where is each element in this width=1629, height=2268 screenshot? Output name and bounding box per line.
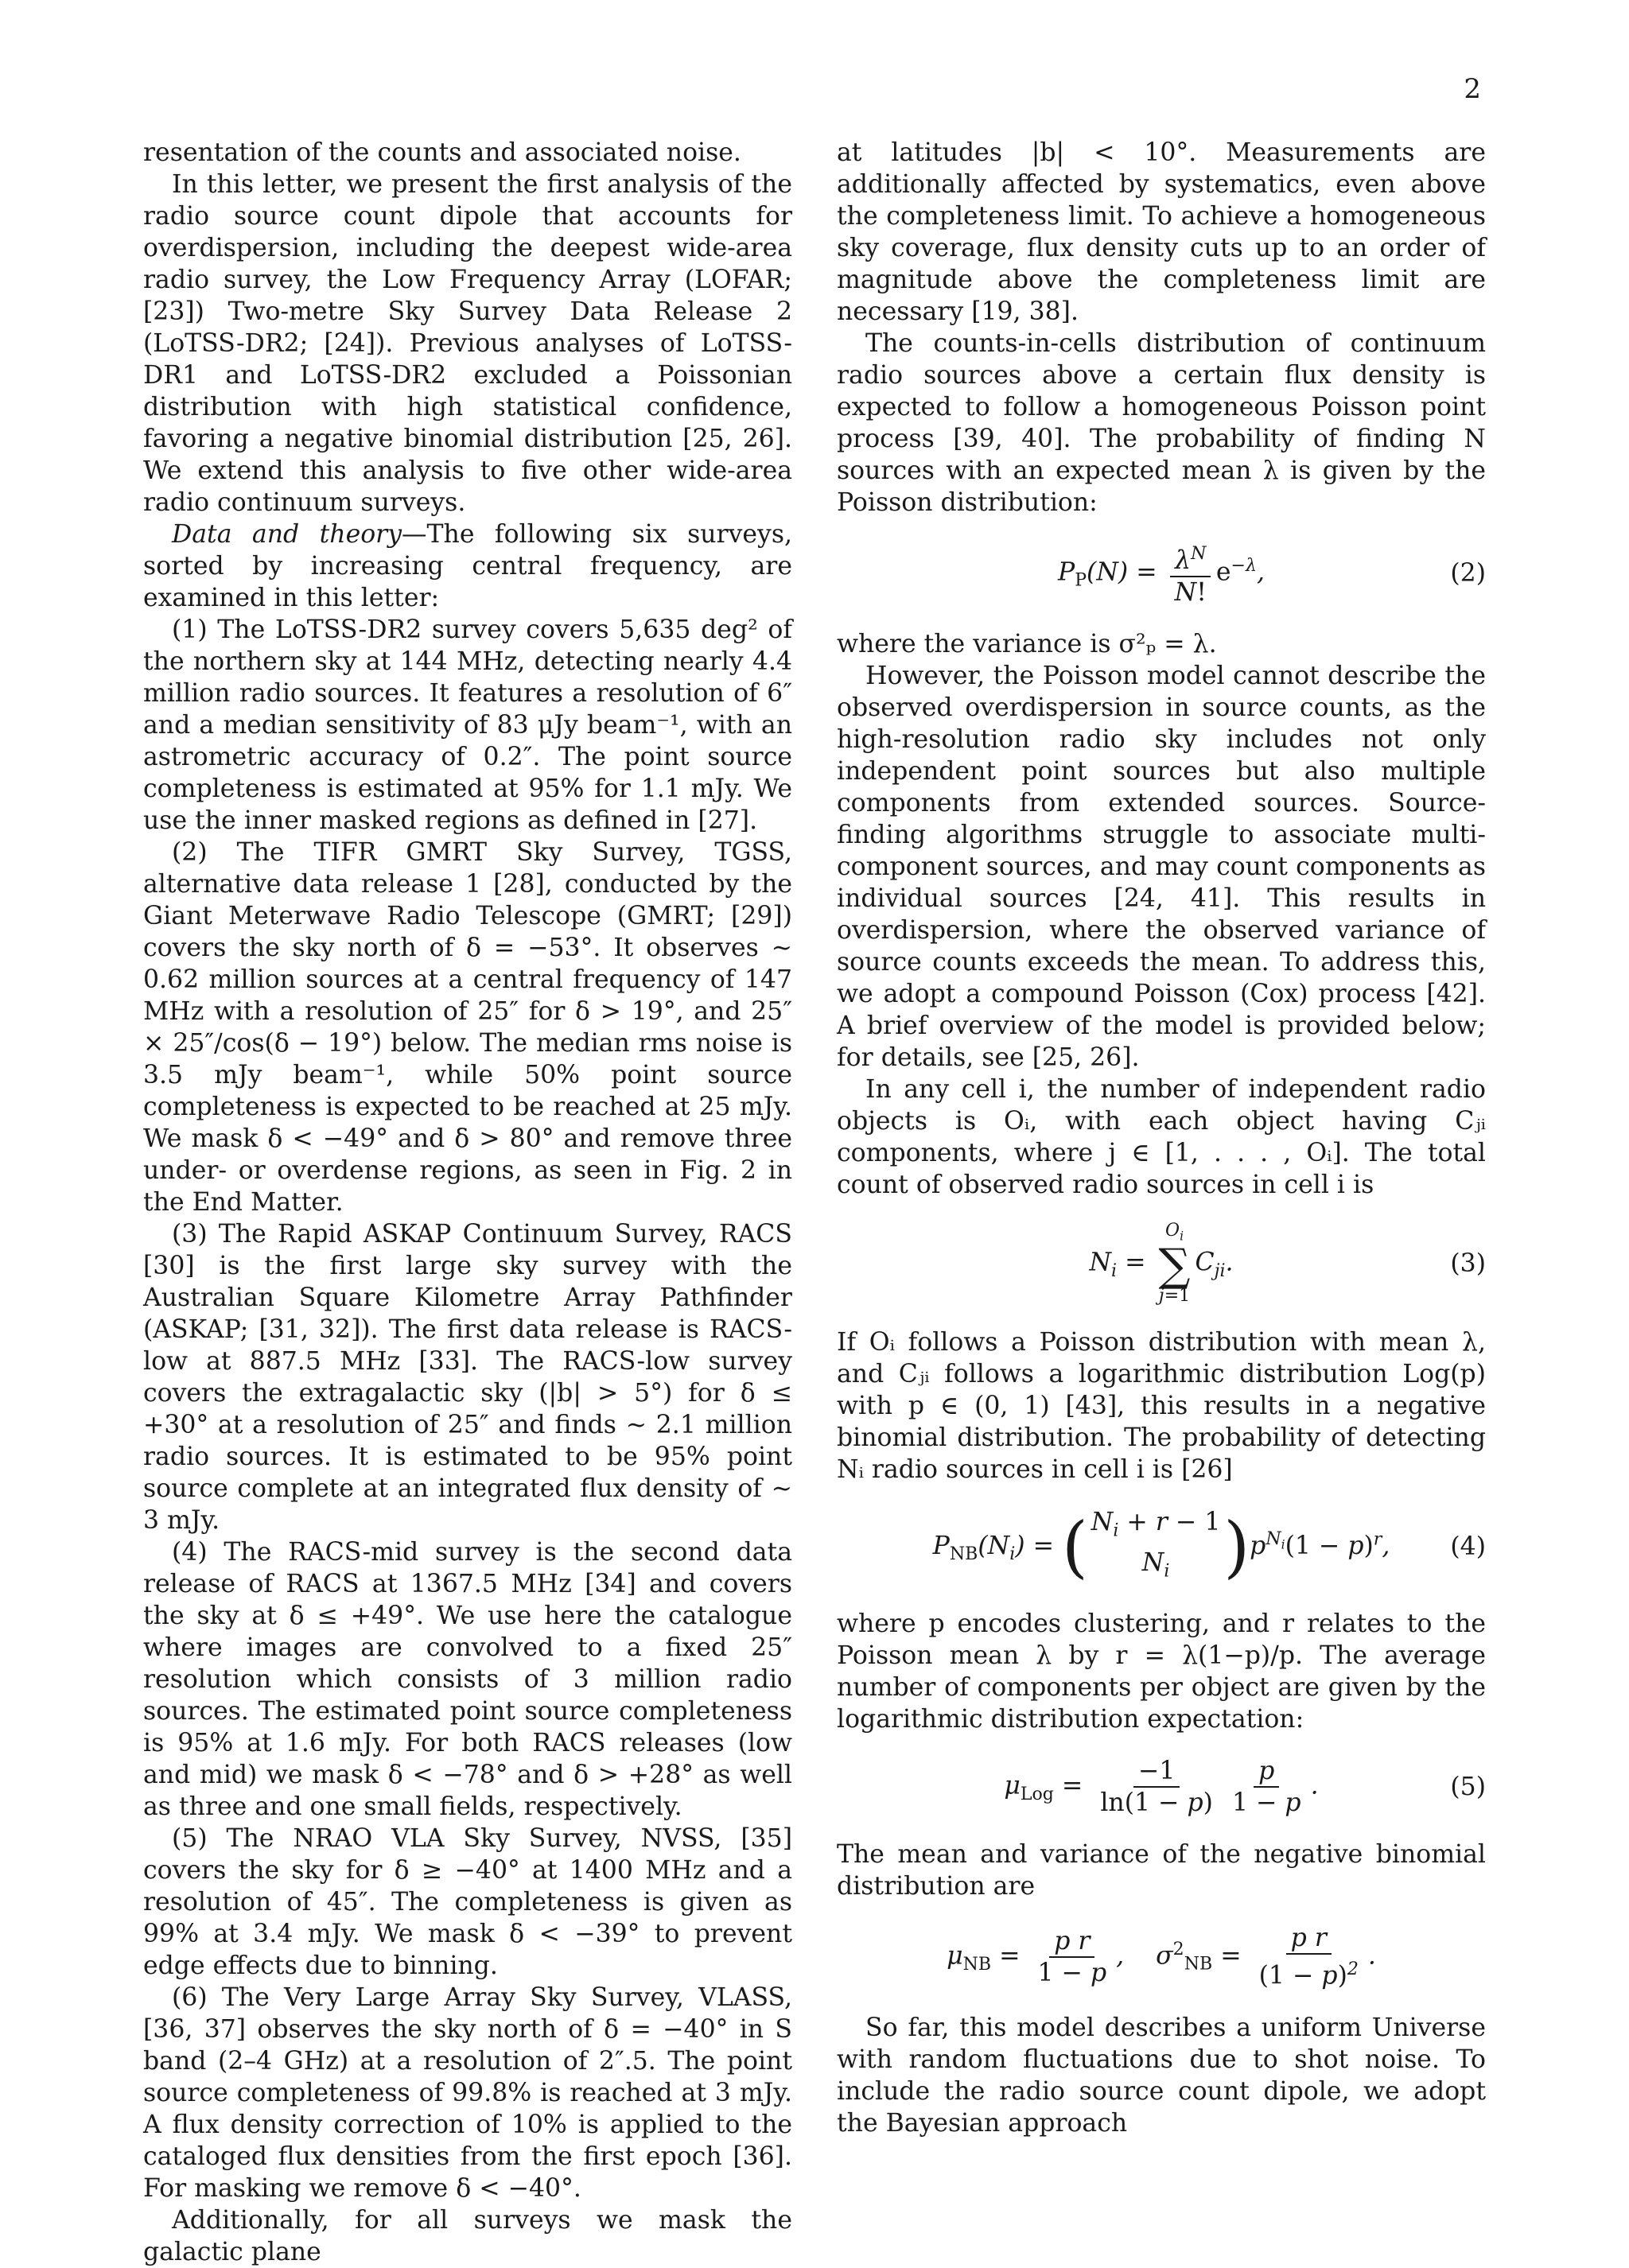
paragraph: The mean and variance of the negative binomial distribution are [837, 1840, 1486, 1901]
paragraph: Data and theory—The following six surveys, sorted by increasing central frequency, are examined in this letter: [143, 520, 792, 612]
equation-number: (2) [1450, 558, 1486, 588]
paragraph: (1) The LoTSS-DR2 survey covers 5,635 deg² of the northern sky at 144 MHz, detecting nearly 4.4 million radio sources. It features a resolution of 6″ and a median sensitivity of 83 μJy beam⁻¹, with an astrometric accuracy of 0.2″. The point source completeness is estimated at 95% for 1.1 mJy. We use the inner masked regions as defined in [27]. [143, 616, 792, 835]
equation-number: (4) [1450, 1532, 1486, 1562]
paragraph: (5) The NRAO VLA Sky Survey, NVSS, [35] covers the sky for δ ≥ −40° at 1400 MHz and a resolution of 45″. The completeness is given as 99% at 3.4 mJy. We mask δ < −39° to prevent edge effects due to binning. [143, 1824, 792, 1980]
paragraph: (2) The TIFR GMRT Sky Survey, TGSS, alternative data release 1 [28], conducted by the Giant Meterwave Radio Telescope (GMRT; [29]) covers the sky north of δ = −53°. It observes ∼ 0.62 million sources at a central frequency of 147 MHz with a resolution of 25″ for δ > 19°, and 25″ × 25″/cos(δ − 19°) below. The median rms noise is 3.5 mJy beam⁻¹, while 50% point source completeness is expected to be reached at 25 mJy. We mask δ < −49° and δ > 80° and remove three under- or overdense regions, as seen in Fig. 2 in the End Matter. [143, 838, 792, 1217]
equation-4: $P_{NB}(N_i)$ = ( $N_i + r - 1$ $N_i$ ) $p^{N_i}(1 - p)^r$, (4) [932, 1507, 1486, 1586]
paragraph: resentation of the counts and associated noise. [143, 138, 741, 167]
paragraph: where the variance is σ²ₚ = λ. [837, 629, 1217, 658]
paragraph: The counts-in-cells distribution of continuum radio sources above a certain flux density is expected to follow a homogeneous Poisson point process [39, 40]. The probability of finding N sources with an expected mean λ is given by the Poisson distribution: [837, 329, 1486, 517]
paragraph: Additionally, for all surveys we mask the galactic plane [143, 2206, 792, 2266]
paragraph: If Oᵢ follows a Poisson distribution with mean λ, and Cⱼᵢ follows a logarithmic distribution Log(p) with p ∈ (0, 1) [43], this results in a negative binomial distribution. The probability of detecting Nᵢ radio sources in cell i is [26] [837, 1327, 1486, 1484]
equation-2: $P_P(N)$ = $\frac{\lambda^N}{N!}$ $e^{-\lambda}$, (2) [837, 539, 1486, 608]
equation-number: (5) [1450, 1773, 1486, 1802]
right-column [837, 137, 1486, 2139]
paragraph: In any cell i, the number of independent radio objects is Oᵢ, with each object having Cⱼᵢ components, where j ∈ [1, . . . , Oᵢ]. The total count of observed radio sources in cell i is [837, 1074, 1486, 1199]
paragraph: where p encodes clustering, and r relates to the Poisson mean λ by r = λ(1−p)/p. The average number of components per object are given by the logarithmic distribution expectation: [837, 1610, 1486, 1734]
paragraph: (3) The Rapid ASKAP Continuum Survey, RACS [30] is the first large sky survey with the Australian Square Kilometre Array Pathfinder (ASKAP; [31, 32]). The first data release is RACS-low at 887.5 MHz [33]. The RACS-low survey covers the extragalactic sky (|b| > 5°) for δ ≤ +30° at a resolution of 25″ and finds ∼ 2.1 million radio sources. It is estimated to be 95% point source complete at an integrated flux density of ∼ 3 mJy. [143, 1220, 792, 1535]
paragraph: However, the Poisson model cannot describe the observed overdispersion in source counts, as the high-resolution radio sky includes not only independent point sources but also multiple components from extended sources. Source-finding algorithms struggle to associate multi-component sources, and may count components as individual sources [24, 41]. This results in overdispersion, where the observed variance of source counts exceeds the mean. To address this, we adopt a compound Poisson (Cox) process [42]. A brief overview of the model is provided below; for details, see [25, 26]. [837, 661, 1486, 1072]
equation-number: (3) [1450, 1249, 1486, 1278]
paragraph: So far, this model describes a uniform Universe with random fluctuations due to shot noise. To include the radio source count dipole, we adopt the Bayesian approach [837, 2013, 1486, 2138]
paragraph: at latitudes |b| < 10°. Measurements are additionally affected by systematics, even above the completeness limit. To achieve a homogeneous sky coverage, flux density cuts up to an order of magnitude above the completeness limit are necessary [19, 38]. [837, 138, 1486, 326]
left-column [143, 137, 792, 2268]
page-number: 2 [1464, 73, 1481, 105]
equation-5: $\mu_{Log}$ = $\frac{-1}{\ln(1 - p)}$ $\frac{p}{1 - p}$ . (5) [1004, 1757, 1486, 1818]
equation-nb-moments: $\mu_{NB}$ = $\frac{\text{p r}}{1 - p}$ , $\sigma^2_{NB}$ = $\frac{\text{p r}}{(1 - p)^2}$ . [947, 1924, 1376, 1990]
paragraph: (6) The Very Large Array Sky Survey, VLASS, [36, 37] observes the sky north of δ = −40° in S band (2–4 GHz) at a resolution of 2″.5. The point source completeness of 99.8% is reached at 3 mJy. A flux density correction of 10% is applied to the cataloged flux densities from the first epoch [36]. For masking we remove δ < −40°. [143, 1983, 792, 2203]
section-lead: Data and theory [172, 520, 402, 549]
paragraph: In this letter, we present the first analysis of the radio source count dipole that accounts for overdispersion, including the deepest wide-area radio survey, the Low Frequency Array (LOFAR; [23]) Two-metre Sky Survey Data Release 2 (LoTSS-DR2; [24]). Previous analyses of LoTSS-DR1 and LoTSS-DR2 excluded a Poissonian distribution with high statistical confidence, favoring a negative binomial distribution [25, 26]. We extend this analysis to five other wide-area radio continuum surveys. [143, 170, 792, 517]
paragraph: (4) The RACS-mid survey is the second data release of RACS at 1367.5 MHz [34] and covers the sky at δ ≤ +49°. We use here the catalogue where images are convolved to a fixed 25″ resolution which consists of 3 million radio sources. The estimated point source completeness is 95% at 1.6 mJy. For both RACS releases (low and mid) we mask δ < −78° and δ > +28° as well as three and one small fields, respectively. [143, 1538, 792, 1821]
equation-3: $N_i$ = $O_i$ ∑ j=1 $C_{ji}$. (3) [1089, 1220, 1486, 1306]
